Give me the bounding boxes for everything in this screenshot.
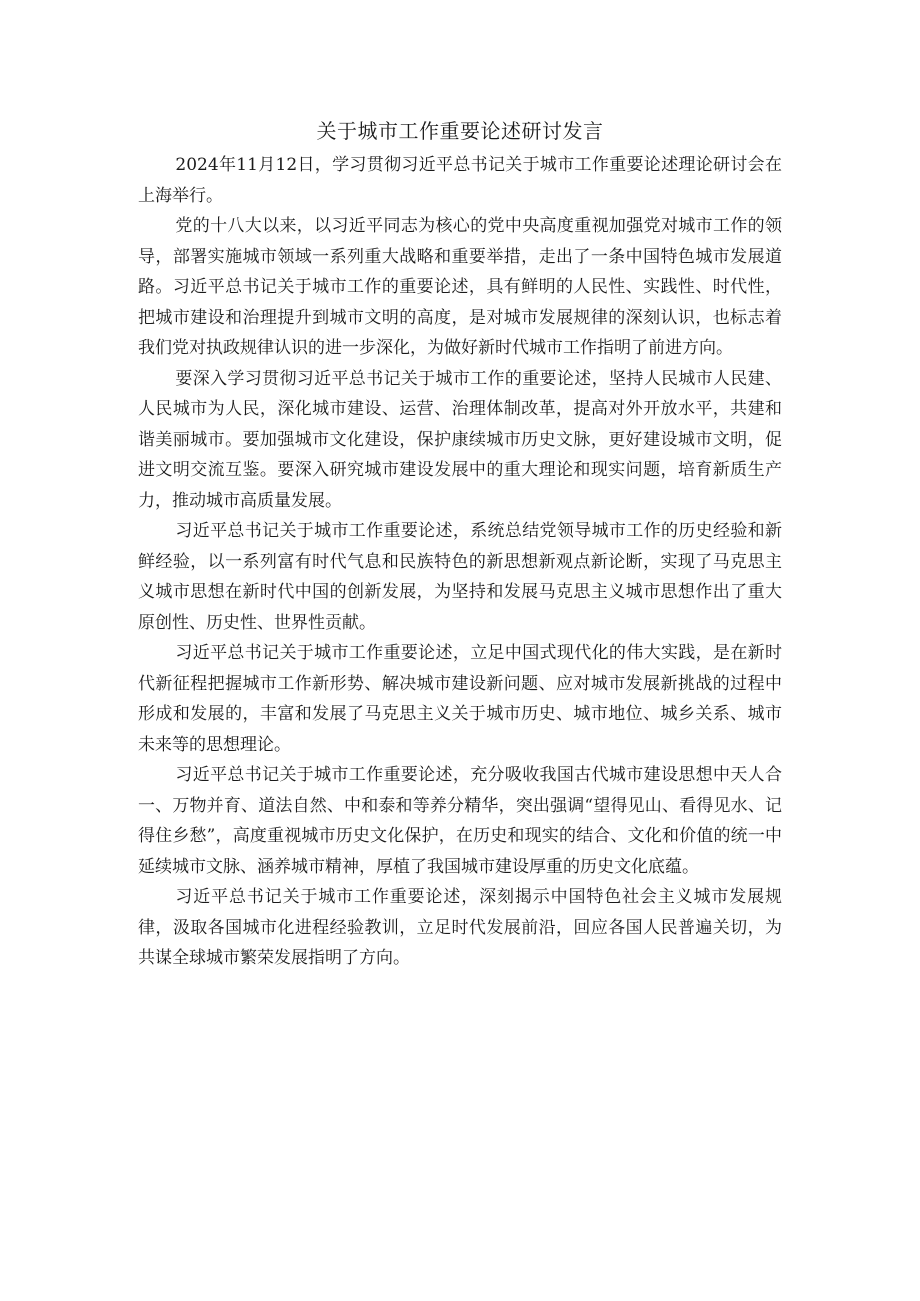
paragraph-5: 习近平总书记关于城市工作重要论述，立足中国式现代化的伟大实践，是在新时代新征程把握城市工作新形势、解决城市建设新问题、应对城市发展新挑战的过程中形成和发展的，丰富和发展了马克思主义关于城市历史、城市地位、城乡关系、城市未来等的思想理论。: [138, 643, 782, 755]
paragraph-4: 习近平总书记关于城市工作重要论述，系统总结党领导城市工作的历史经验和新鲜经验，以一系列富有时代气息和民族特色的新思想新观点新论断，实现了马克思主义城市思想在新时代中国的创新发展，为坚持和发展马克思主义城市思想作出了重大原创性、历史性、世界性贡献。: [138, 521, 782, 633]
paragraph-3: 要深入学习贯彻习近平总书记关于城市工作的重要论述，坚持人民城市人民建、人民城市为人民，深化城市建设、运营、治理体制改革，提高对外开放水平，共建和谐美丽城市。要加强城市文化建设，保护康续城市历史文脉，更好建设城市文明，促进文明交流互鉴。要深入研究城市建设发展中的重大理论和现实问题，培育新质生产力，推动城市高质量发展。: [138, 368, 782, 511]
document-body: [138, 116, 782, 974]
document-title: 关于城市工作重要论述研讨发言: [316, 119, 604, 143]
paragraph-1: 2024年11月12日，学习贯彻习近平总书记关于城市工作重要论述理论研讨会在上海举行。: [138, 155, 782, 206]
paragraph-2: 党的十八大以来，以习近平同志为核心的党中央高度重视加强党对城市工作的领导，部署实施城市领域一系列重大战略和重要举措，走出了一条中国特色城市发展道路。习近平总书记关于城市工作的重要论述，具有鲜明的人民性、实践性、时代性，把城市建设和治理提升到城市文明的高度，是对城市发展规律的深刻认识，也标志着我们党对执政规律认识的进一步深化，为做好新时代城市工作指明了前进方向。: [138, 216, 782, 358]
paragraph-7: 习近平总书记关于城市工作重要论述，深刻揭示中国特色社会主义城市发展规律，汲取各国城市化进程经验教训，立足时代发展前沿，回应各国人民普遍关切，为共谋全球城市繁荣发展指明了方向。: [138, 887, 782, 968]
paragraph-6: 习近平总书记关于城市工作重要论述，充分吸收我国古代城市建设思想中天人合一、万物并育、道法自然、中和泰和等养分精华，突出强调“望得见山、看得见水、记得住乡愁”，高度重视城市历史文化保护，在历史和现实的结合、文化和价值的统一中延续城市文脉、涵养城市精神，厚植了我国城市建设厚重的历史文化底蕴。: [138, 765, 782, 877]
